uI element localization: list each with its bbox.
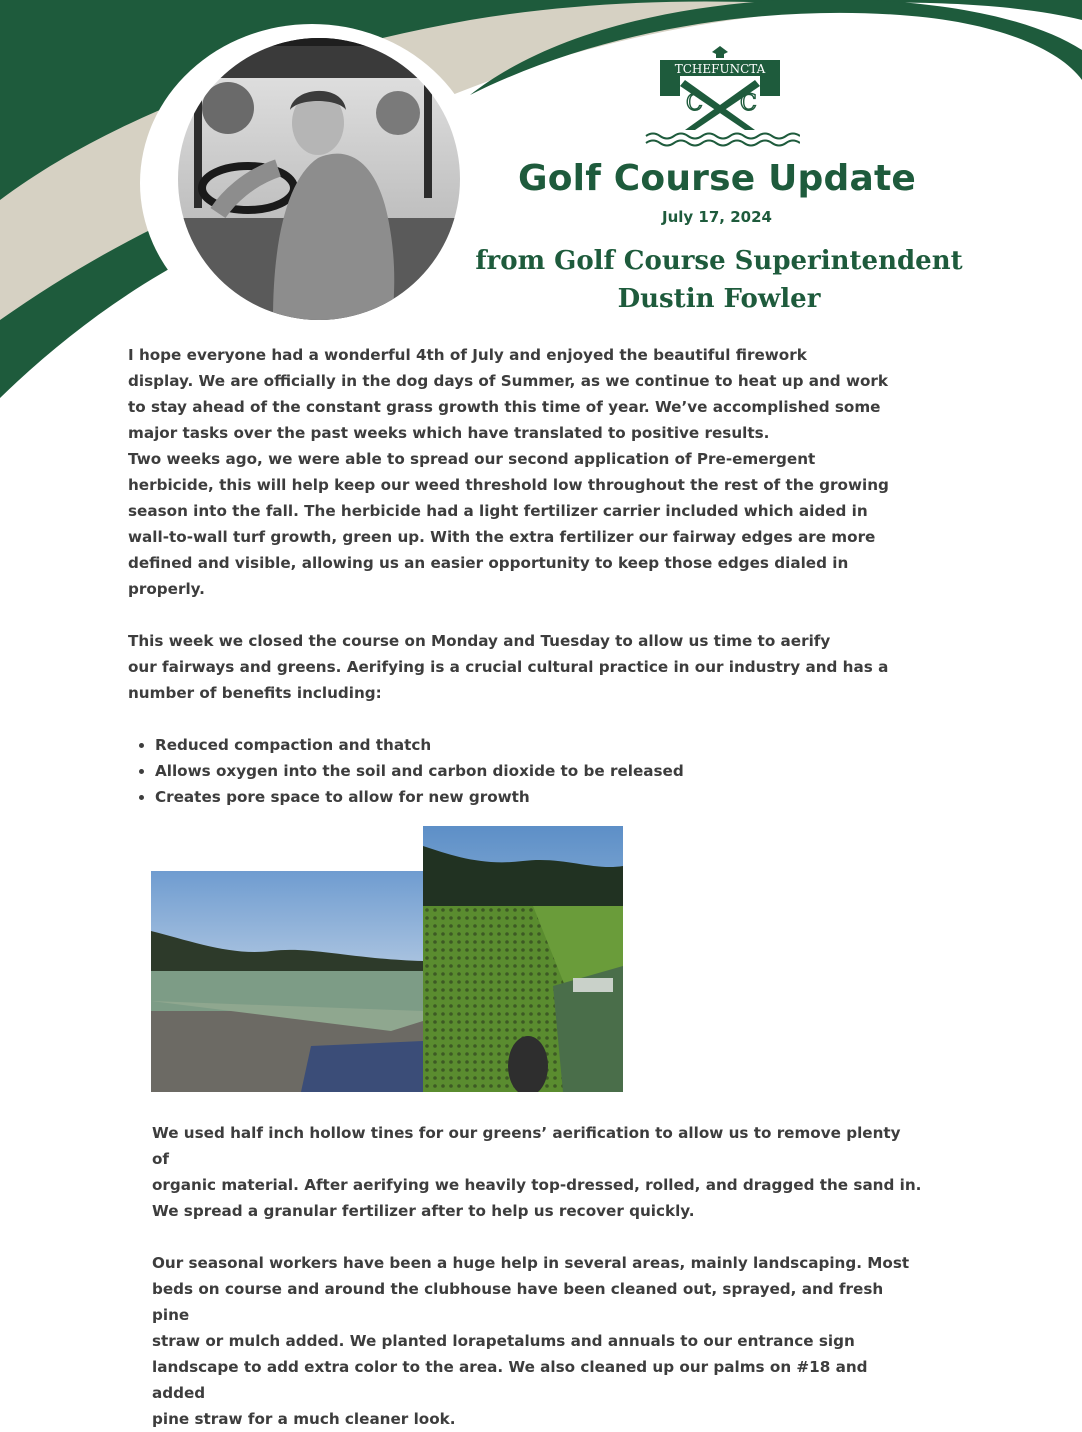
logo-text: TCHEFUNCTA: [674, 62, 766, 76]
text-line: Our seasonal workers have been a huge help in several areas, mainly landscaping. Most: [152, 1254, 910, 1272]
paragraph-5: [152, 1250, 922, 1432]
text-line: properly.: [128, 580, 205, 598]
text-line: We used half inch hollow tines for our greens’ aerification to allow us to remove plenty of: [152, 1124, 901, 1168]
svg-text:C: C: [740, 91, 757, 116]
list-item: • Allows oxygen into the soil and carbon dioxide to be released: [155, 758, 908, 784]
text-line: display. We are officially in the dog days of Summer, as we continue to heat up and work: [128, 372, 889, 390]
list-item: • Reduced compaction and thatch: [155, 732, 908, 758]
text-line: herbicide, this will help keep our weed threshold low throughout the rest of the growing: [128, 476, 889, 494]
text-line: This week we closed the course on Monday and Tuesday to allow us time to aerify: [128, 632, 831, 650]
paragraph-4: [152, 1120, 922, 1224]
article-body: [128, 342, 908, 810]
portrait-photo: [178, 38, 460, 320]
text-line: number of benefits including:: [128, 684, 382, 702]
club-logo: [640, 44, 800, 148]
text-line: season into the fall. The herbicide had a light fertilizer carrier included which aided in: [128, 502, 868, 520]
text-line: Two weeks ago, we were able to spread our second application of Pre-emergent: [128, 450, 816, 468]
text-line: to stay ahead of the constant grass growth this time of year. We’ve accomplished some: [128, 398, 881, 416]
svg-text:C: C: [686, 91, 703, 116]
issue-date: July 17, 2024: [662, 208, 772, 226]
text-line: beds on course and around the clubhouse have been cleaned out, sprayed, and fresh pine: [152, 1280, 884, 1324]
text-line: defined and visible, allowing us an easier opportunity to keep those edges dialed in: [128, 554, 849, 572]
list-item: • Creates pore space to allow for new growth: [155, 784, 908, 810]
green-photo: [423, 826, 623, 1092]
text-line: landscape to add extra color to the area. We also cleaned up our palms on #18 and added: [152, 1358, 868, 1402]
text-line: wall-to-wall turf growth, green up. With the extra fertilizer our fairway edges are more: [128, 528, 876, 546]
text-line: major tasks over the past weeks which have translated to positive results.: [128, 424, 770, 442]
text-line: We spread a granular fertilizer after to help us recover quickly.: [152, 1202, 695, 1220]
article-body-continued: [152, 1120, 922, 1432]
paragraph-2: [128, 446, 908, 602]
paragraph-1: [128, 342, 908, 446]
text-line: I hope everyone had a wonderful 4th of July and enjoyed the beautiful firework: [128, 346, 807, 364]
subtitle-line-1: from Golf Course Superintendent: [475, 246, 963, 276]
subtitle: [460, 242, 978, 318]
text-line: organic material. After aerifying we heavily top-dressed, rolled, and dragged the sand in.: [152, 1176, 922, 1194]
benefits-list: [128, 732, 908, 810]
paragraph-3: [128, 628, 908, 706]
subtitle-line-2: Dustin Fowler: [617, 284, 821, 314]
text-line: straw or mulch added. We planted lorapetalums and annuals to our entrance sign: [152, 1332, 855, 1350]
fairway-photo: [151, 871, 423, 1092]
page-title: Golf Course Update: [517, 158, 917, 199]
text-line: pine straw for a much cleaner look.: [152, 1410, 456, 1428]
text-line: our fairways and greens. Aerifying is a crucial cultural practice in our industry and has a: [128, 658, 889, 676]
